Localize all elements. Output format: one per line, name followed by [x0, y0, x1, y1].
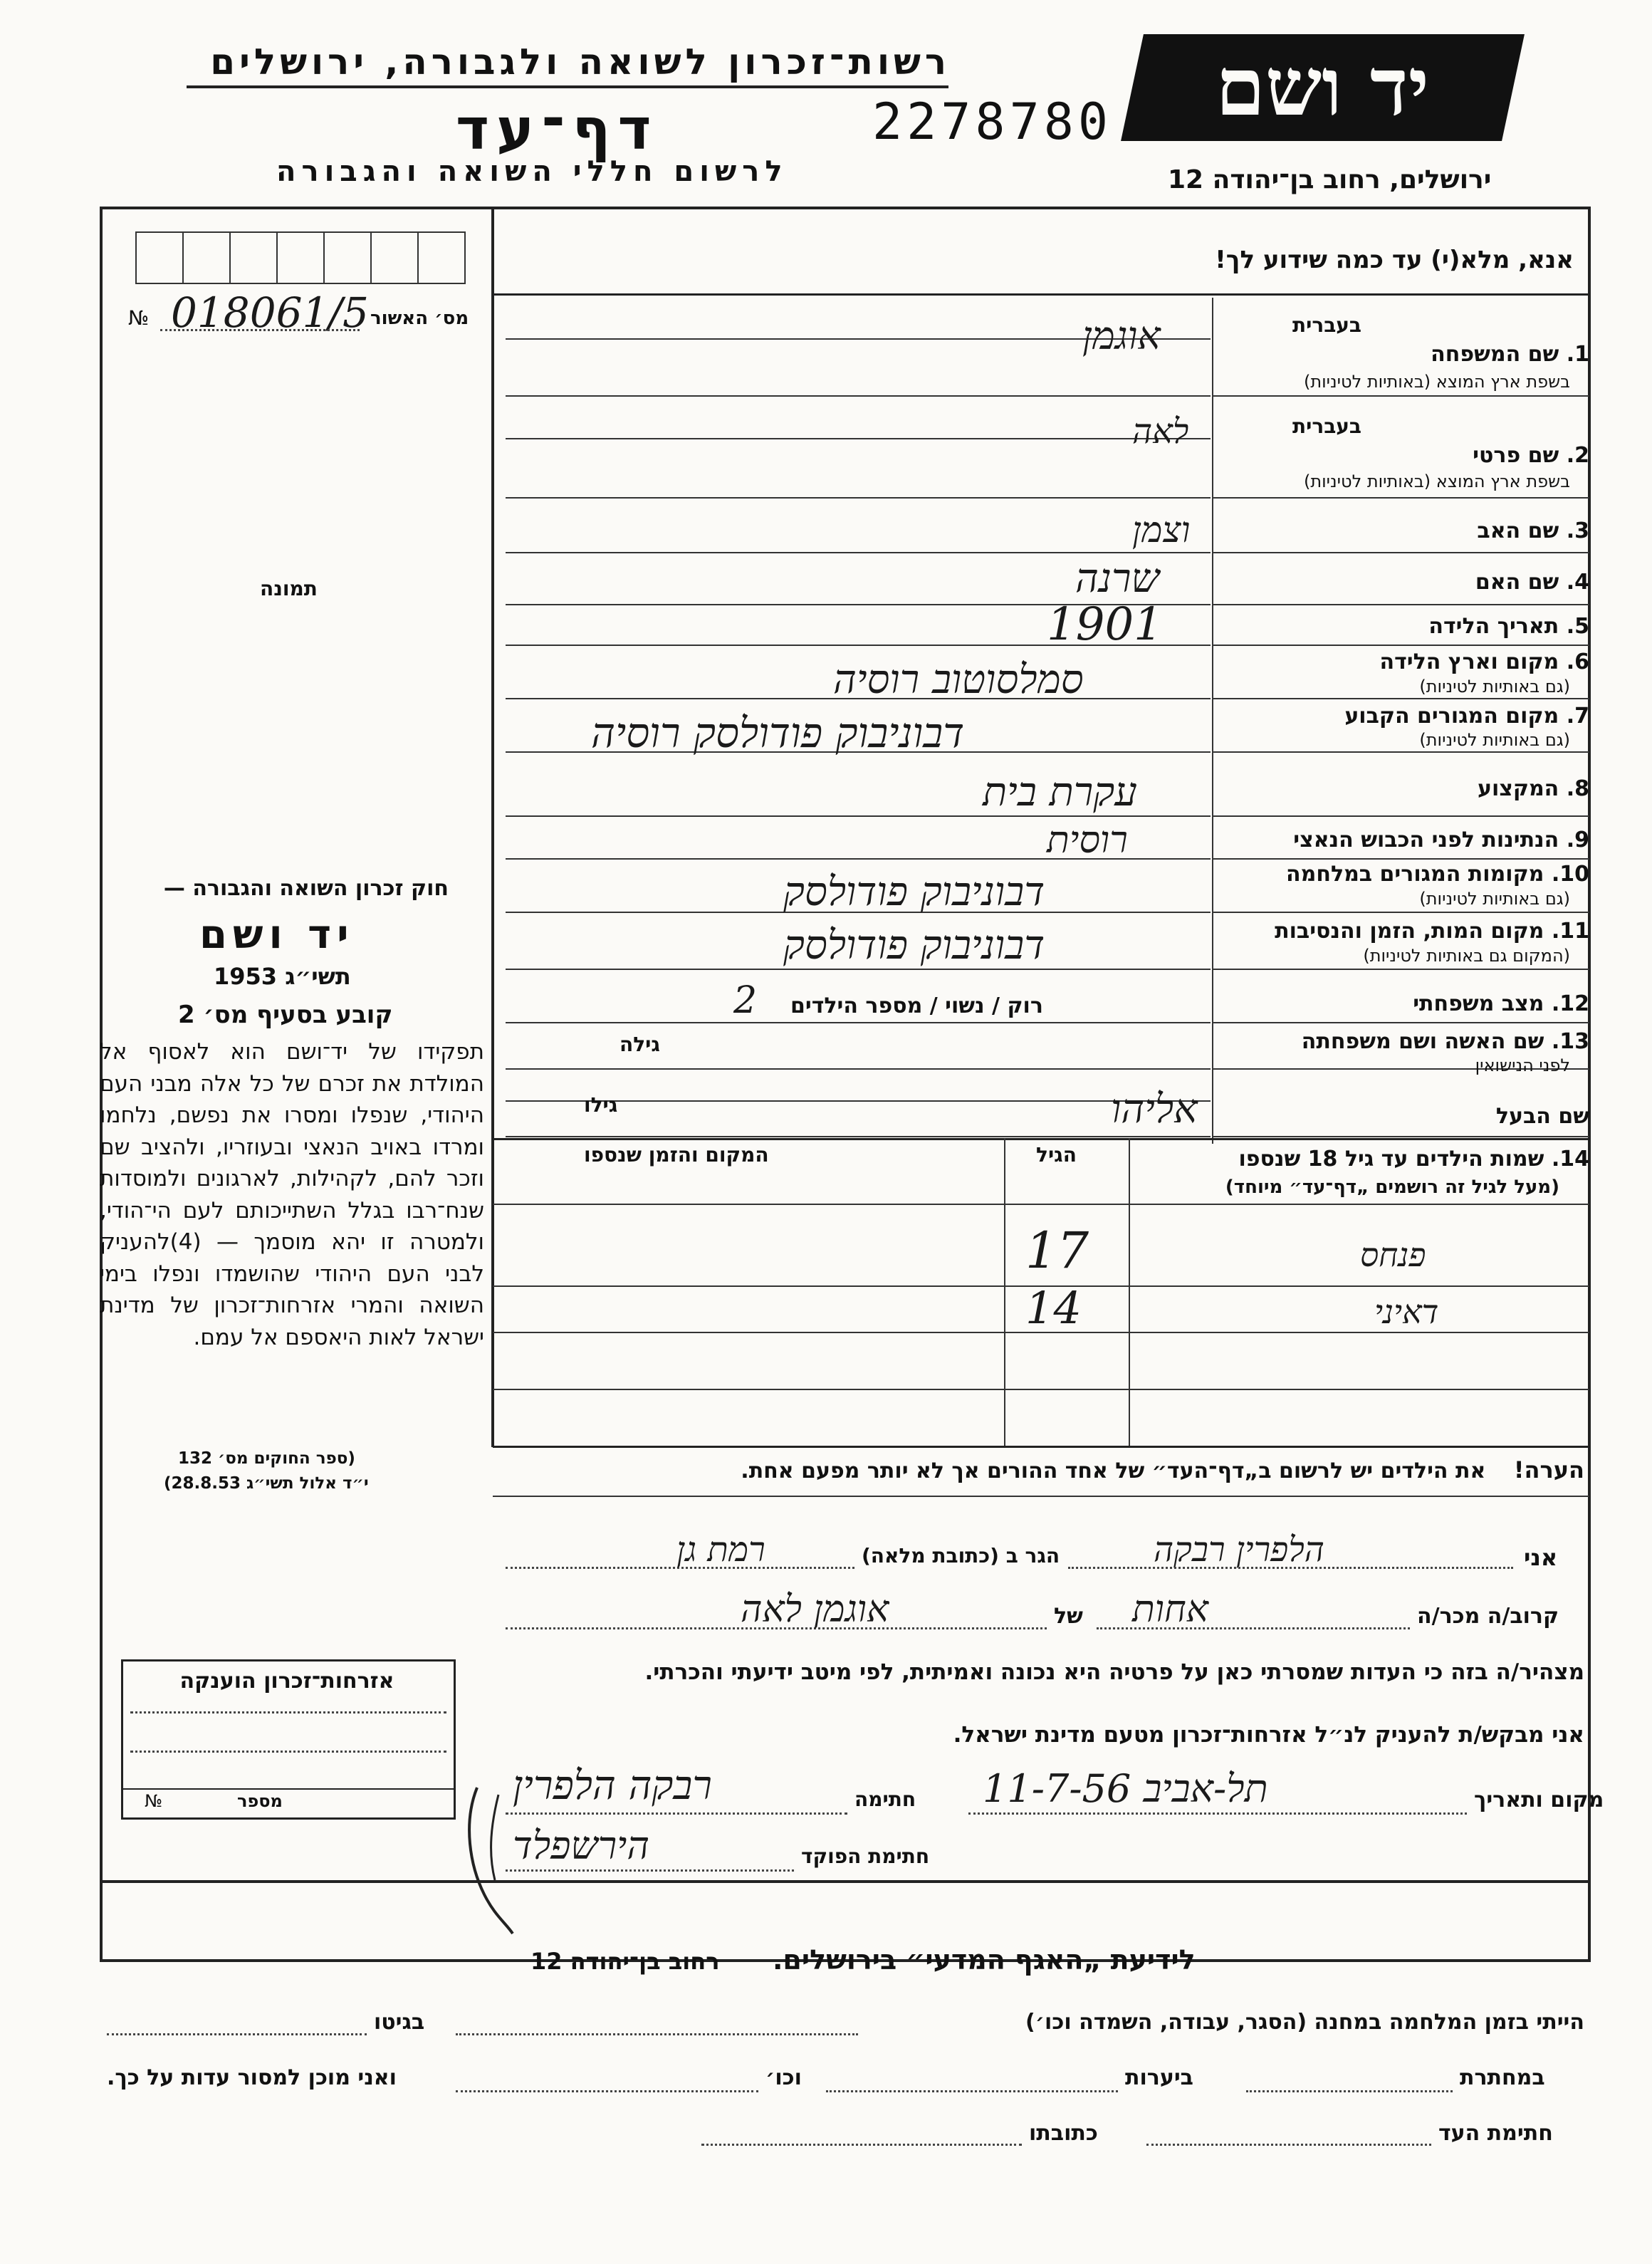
citizenship-box: [121, 1659, 456, 1820]
science-address: רחוב בן־יהודה 12: [530, 1948, 720, 1975]
field-5-text: תאריך הלידה: [1428, 614, 1559, 639]
field-6-label: [1380, 650, 1589, 674]
children-title-text: שמות הילדים עד גיל 18 שנספו: [1238, 1147, 1544, 1172]
decl-statement: מצהיר/ה בזה כי העדות שמסרתי כאן על פרטיה היא נכונה ואמיתית, לפי מיטב ידיעתי והכרתי.: [644, 1659, 1584, 1685]
intro-prompt: אנא, מלא(י) עד כמה שידוע לך!: [1215, 246, 1574, 274]
field-9-label: [1293, 828, 1589, 852]
field-4-label: [1475, 570, 1589, 595]
field-4-num: 4.: [1566, 570, 1589, 595]
law-year: תשי״ג 1953: [214, 963, 351, 990]
science-line1-start: הייתי בזמן המלחמה במחנה (הסגר, עבודה, השמדה וכו׳): [1025, 2010, 1584, 2035]
field-13-text: שם האשה ושם משפחתה: [1301, 1029, 1544, 1054]
field-2-num: 2.: [1566, 443, 1589, 468]
field-12-label: [1413, 991, 1589, 1016]
field-11-sub: (המקום גם באותיות לטיניות): [1363, 946, 1570, 966]
science-line3-sign: חתימת העד: [1438, 2121, 1553, 2146]
citizenship-number-prefix: №: [145, 1791, 162, 1811]
field-11-text: מקום המות, הזמן והנסיבות: [1275, 919, 1544, 944]
field-3-text: שם האב: [1477, 518, 1559, 543]
law-ref-2: י״ד אלול תשי״ג 28.8.53): [164, 1474, 369, 1493]
field-9-text: הנתינות לפני הכבוש הנאצי: [1293, 828, 1559, 852]
law-title: חוק זכרון השואה והגבורה —: [163, 876, 449, 901]
decl-officer-value[interactable]: הירשפלד: [513, 1823, 649, 1868]
field-10-num: 10.: [1551, 862, 1589, 887]
children-num: 14.: [1551, 1147, 1589, 1172]
citizenship-title: אזרחות־זכרון הוענקה: [179, 1669, 394, 1694]
field-9-num: 9.: [1566, 828, 1589, 852]
field-7-num: 7.: [1566, 704, 1589, 729]
child-2-name[interactable]: דאיני: [1374, 1293, 1439, 1331]
field-6-num: 6.: [1566, 650, 1589, 674]
decl-signature-label: חתימה: [854, 1788, 916, 1811]
field-13-sub: לפני הנישואין: [1475, 1055, 1570, 1075]
decl-relative-label: קרוב/ה מכר/ה: [1417, 1604, 1559, 1629]
law-text: תפקידו של יד־ושם הוא לאסוף אל המולדת את זכרם של כל אלה מבני העם היהודי, שנפלו ומסרו את נפשם, נלחמו ומרדו באויב הנאצי ובעוזריו, ולהציב שם וזכר להם, לקהילות, לארגונים ולמוסדות שנח־רבו בגלל השתייכותם לעם הי־הודי, ולמטרה זו יהא מוסמך — (4)להעניק לבני העם היהודי שהושמדו ונפלו בימי השואה והמרי אזרחות־זכרון של מדינת ישראל לאות היאספם אל עמם.: [100, 1039, 484, 1350]
decl-resides-label: הגר ב (כתובת מלאה): [862, 1544, 1060, 1567]
header-address: ירושלים, רחוב בן־יהודה 12: [1168, 165, 1492, 194]
field-9-value[interactable]: רוסית: [1047, 819, 1128, 862]
field-2-label: [1473, 443, 1589, 468]
husband-value[interactable]: אליהו: [1111, 1086, 1198, 1132]
note-text: את הילדים יש לרשום ב„דף־העד״ של אחד ההורים אך לא יותר מפעם אחת.: [741, 1459, 1486, 1483]
field-3-num: 3.: [1566, 518, 1589, 543]
wife-name-label: גילה: [620, 1033, 660, 1056]
field-1-text: שם המשפחה: [1431, 342, 1559, 367]
field-1-num: 1.: [1566, 342, 1589, 367]
husband-name-label: גילו: [584, 1093, 618, 1117]
science-line2-etc: וכו׳: [765, 2065, 802, 2090]
field-5-label: [1428, 614, 1589, 639]
field-5-value[interactable]: 1901: [1047, 598, 1163, 651]
science-line1-ghetto: בגיטו: [374, 2010, 425, 2035]
marital-options: רוק / נשוי / מספר הילדים: [790, 993, 1043, 1018]
note: [741, 1456, 1584, 1483]
citizenship-number-label: מספר: [237, 1791, 283, 1811]
field-7-label: [1344, 704, 1589, 729]
approval-label: מס׳ האשור: [370, 308, 469, 329]
field-1-value[interactable]: אוגמן: [1082, 313, 1161, 358]
field-10-value[interactable]: דבוניבוק פודולסק: [783, 869, 1045, 915]
decl-officer-label: חתימת הפוקד: [801, 1845, 930, 1868]
approval-value: 018061/5: [171, 288, 369, 337]
field-4-value[interactable]: שרנה: [1075, 555, 1160, 602]
field-12-text: מצב משפחתי: [1413, 991, 1544, 1016]
children-place-header: המקום והזמן שנספו: [584, 1143, 769, 1167]
decl-i-label: אני: [1524, 1544, 1558, 1571]
field-8-num: 8.: [1566, 776, 1589, 801]
field-7-text: מקום המגורים הקבוע: [1344, 704, 1559, 729]
child-1-name[interactable]: פנחס: [1360, 1236, 1426, 1274]
field-10-text: מקומות המגורים במלחמה: [1286, 862, 1544, 887]
field-13-label: [1302, 1029, 1589, 1054]
field-1-label: [1431, 342, 1589, 367]
field-2-hebrew-tag: בעברית: [1292, 414, 1361, 438]
field-3-label: [1477, 518, 1589, 543]
form-title: דף־עד: [456, 96, 659, 162]
decl-signature-value[interactable]: רבקה הלפרין: [513, 1763, 712, 1809]
field-10-sub: (גם באותיות לטיניות): [1419, 889, 1570, 909]
approval-no-prefix: №: [128, 306, 150, 330]
decl-resides-value[interactable]: רמת גן: [676, 1530, 765, 1570]
field-1-sub: בשפת ארץ המוצא (באותיות לטיניות): [1304, 372, 1570, 392]
science-line2-underground: במחתרת: [1460, 2065, 1545, 2090]
field-7-value[interactable]: דבוניבוק פודולסק רוסיה: [591, 709, 965, 757]
law-ref-1: (ספר החוקים מס׳ 132: [178, 1449, 355, 1468]
field-8-value[interactable]: עקרת בית: [983, 769, 1137, 815]
science-line2-end: ואני מוכן למסור עדות על כך.: [107, 2065, 397, 2090]
form-subtitle: לרשום חללי השואה והגבורה: [276, 155, 788, 188]
field-6-text: מקום וארץ הלידה: [1379, 650, 1559, 674]
science-line2-forests: ביערות: [1125, 2065, 1193, 2090]
photo-label: תמונה: [260, 577, 318, 600]
field-10-label: [1286, 862, 1589, 887]
serial-number: 2278780: [872, 93, 1113, 151]
children-title: [1238, 1147, 1589, 1172]
field-12-value[interactable]: 2: [733, 979, 758, 1022]
field-11-label: [1275, 919, 1589, 944]
field-2-sub: בשפת ארץ המוצא (באותיות לטיניות): [1304, 471, 1570, 491]
children-age-header: הגיל: [1036, 1143, 1077, 1167]
decl-request: אני מבקש/ת להעניק לנ״ל אזרחות־זכרון מטעם מדינת ישראל.: [953, 1722, 1584, 1748]
field-11-value[interactable]: דבוניבוק פודולסק: [783, 922, 1045, 969]
law-name: יד ושם: [199, 912, 355, 958]
field-12-num: 12.: [1551, 991, 1589, 1016]
signature-flourish: [456, 1780, 527, 1937]
note-label: הערה!: [1513, 1456, 1584, 1483]
field-8-text: המקצוע: [1477, 776, 1559, 801]
field-11-num: 11.: [1551, 919, 1589, 944]
yad-vashem-logo: יד ושם: [1121, 34, 1525, 141]
decl-of-label: של: [1054, 1604, 1083, 1629]
decl-of-value[interactable]: אוגמן לאה: [741, 1588, 889, 1631]
field-13-num: 13.: [1551, 1029, 1589, 1054]
decl-place-date-label: מקום ותאריך: [1474, 1788, 1604, 1812]
approval-boxes: [135, 231, 466, 284]
field-4-text: שם האם: [1475, 570, 1559, 595]
org-name: רשות־זכרון לשואה ולגבורה, ירושלים: [210, 41, 951, 83]
law-clause: קובע בסעיף מס׳ 2: [178, 1001, 393, 1029]
field-5-num: 5.: [1566, 614, 1589, 639]
field-6-sub: (גם באותיות לטיניות): [1419, 677, 1570, 697]
decl-i-value[interactable]: הלפרין רבקה: [1154, 1530, 1324, 1570]
field-2-text: שם פרטי: [1473, 443, 1559, 468]
decl-place-date-value[interactable]: תל-אביב 11-7-56: [983, 1766, 1268, 1811]
decl-relative-value[interactable]: אחות: [1132, 1588, 1208, 1631]
child-2-age[interactable]: 14: [1025, 1282, 1082, 1334]
field-1-hebrew-tag: בעברית: [1292, 313, 1361, 337]
field-3-value[interactable]: וצמן: [1132, 509, 1191, 551]
science-title: לידיעת „האגף המדעי״ בירושלים.: [773, 1944, 1196, 1976]
field-8-label: [1478, 776, 1589, 801]
field-2-value[interactable]: לאה: [1132, 412, 1189, 452]
child-1-age[interactable]: 17: [1025, 1221, 1089, 1280]
field-7-sub: (גם באותיות לטיניות): [1419, 730, 1570, 750]
children-sub: (מעל לגיל זה רושמים „דף־עד״ מיוחד): [1225, 1177, 1559, 1198]
field-6-value[interactable]: סמלסוטוב רוסיה: [833, 657, 1084, 703]
husband-label: שם הבעל: [1495, 1104, 1589, 1129]
science-line3-address: כתובתו: [1029, 2121, 1098, 2146]
